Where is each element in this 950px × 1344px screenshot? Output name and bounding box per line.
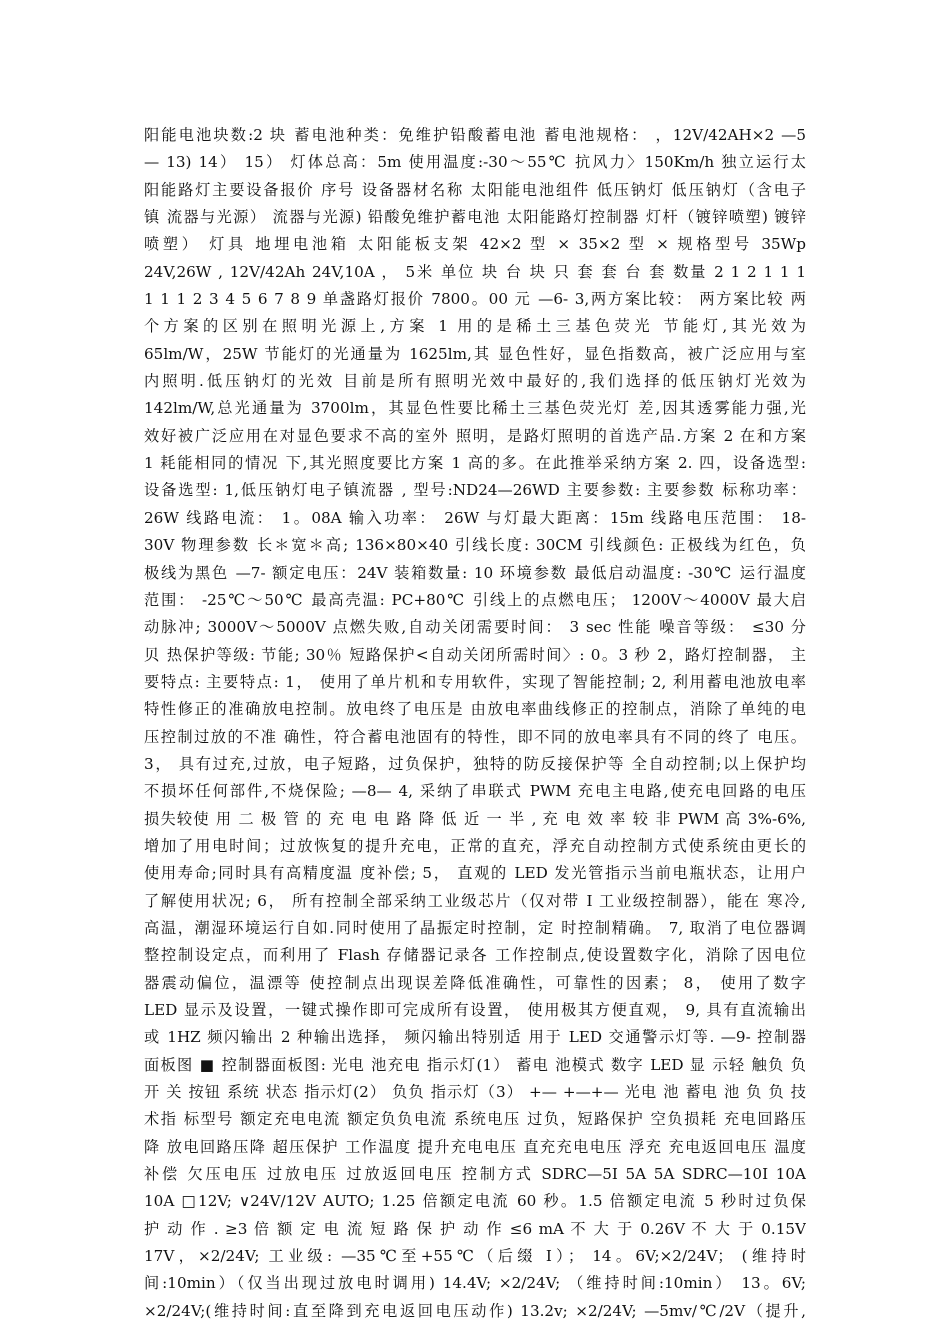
text-line: 降 放电回路压降 超压保护 工作温度 提升充电电压 直充充电电压 浮充 充电返回电压 温度: [144, 1137, 806, 1156]
text-line: 极线为黑色 —7- 额定电压：24V 装箱数量: 10 环境参数 最低启动温度: -30℃ 运行温度: [144, 563, 806, 582]
text-line: 142lm/W,总光通量为 3700lm，其显色性要比稀土三基色荧光灯 差,因其透雾能力强,光: [144, 399, 806, 418]
text-line: 器震动偏位，温漂等 使控制点出现误差降低准确性，可靠性的因素； 8， 使用了数字: [144, 973, 806, 992]
text-line: 要特点: 主要特点: 1， 使用了单片机和专用软件，实现了智能控制; 2, 利用蓄电池放电率: [144, 672, 806, 691]
text-line: 1 1 1 2 3 4 5 6 7 8 9 单盏路灯报价 7800。00 元 —6- 3,两方案比较： 两方案比较 两: [144, 290, 806, 309]
text-line: 使用寿命;同时具有高精度温 度补偿; 5， 直观的 LED 发光管指示当前电瓶状态，让用户: [144, 864, 806, 883]
text-line: 增加了用电时间；过放恢复的提升充电，正常的直充，浮充自动控制方式使系统由更长的: [144, 836, 806, 855]
text-line: 65lm/W，25W 节能灯的光通量为 1625lm,其 显色性好，显色指数高，被广泛应用与室: [144, 344, 806, 363]
text-line: 范围： -25℃～50℃ 最高壳温: PC+80℃ 引线上的点燃电压； 1200V～4000V 最大启: [144, 590, 806, 609]
text-line: 开 关 按钮 系统 状态 指示灯(2） 负负 指示灯（3） +— +—+— 光电 池 蓄电 池 负 负 技: [144, 1083, 806, 1102]
text-line: 17V，×2/24V; 工业级: —35℃至+55℃（后缀 I）； 14。6V;×2/24V； (维持时: [144, 1247, 806, 1266]
text-line: 术指 标型号 额定充电电流 额定负负电流 系统电压 过负，短路保护 空负损耗 充电回路压: [144, 1110, 806, 1129]
text-line: 动脉冲; 3000V～5000V 点燃失败,自动关闭需要时间： 3 sec 性能 噪音等级： ≤30 分: [144, 618, 806, 637]
text-line: 个方案的区别在照明光源上,方案 1 用的是稀土三基色荧光 节能灯,其光效为: [144, 317, 806, 336]
text-line: 整控制设定点，而利用了 Flash 存储器记录各 工作控制点,使设置数字化，消除了因电位: [144, 946, 806, 965]
text-line: 补偿 欠压电压 过放电压 过放返回电压 控制方式 SDRC—5I 5A 5A SDRC—10I 10A: [144, 1165, 806, 1184]
text-line: 阳能电池块数:2 块 蓄电池种类：免维护铅酸蓄电池 蓄电池规格： ，12V/42AH×2 —5: [144, 126, 806, 144]
text-line: 24V,26W , 12V/42Ah 24V,10A ， 5米 单位 块 台 块 只 套 套 台 套 数量 2 1 2 1 1 1: [144, 262, 806, 281]
body-text: [144, 122, 806, 1325]
text-line: 特性修正的准确放电控制。放电终了电压是 由放电率曲线修正的控制点，消除了单纯的电: [144, 700, 806, 719]
text-line: 损失较使 用 二 极 管 的 充 电 电 路 降 低 近 一 半 , 充 电 效 率 较 非 PWM 高 3%-6%,: [144, 809, 806, 828]
text-line: 面板图 ■ 控制器面板图: 光电 池充电 指示灯(1） 蓄电 池模式 数字 LED 显 示轻 触负 负: [144, 1055, 806, 1074]
text-line: 间:10min）（仅当出现过放电时调用) 14.4V; ×2/24V; （维持时间:10min） 13。6V;: [144, 1274, 806, 1293]
text-line: ×2/24V;(维持时间:直至降到充电返回电压动作) 13.2v; ×2/24V; —5mv/℃/2V（提升,: [144, 1301, 806, 1320]
text-line: 了解使用状况; 6， 所有控制全部采纳工业级芯片（仅对带 I 工业级控制器），能在 寒冷,: [144, 891, 806, 910]
text-line: 或 1HZ 频闪输出 2 种输出选择， 频闪输出特别适 用于 LED 交通警示灯等. —9- 控制器: [144, 1028, 806, 1047]
text-line: 不损坏任何部件,不烧保险; —8— 4, 采纳了串联式 PWM 充电主电路,使充电回路的电压: [144, 782, 806, 801]
text-line: LED 显示及设置，一键式操作即可完成所有设置， 使用极其方便直观， 9, 具有直流输出: [144, 1001, 806, 1019]
text-line: 30V 物理参数 长＊宽＊高; 136×80×40 引线长度: 30CM 引线颜色: 正极线为红色，负: [144, 536, 806, 555]
text-line: 镇 流器与光源） 流器与光源) 铅酸免维护蓄电池 太阳能路灯控制器 灯杆（镀锌喷塑) 镀锌: [144, 208, 806, 227]
text-line: 喷塑） 灯具 地埋电池箱 太阳能板支架 42×2 型 × 35×2 型 × 规格型号 35Wp: [144, 235, 806, 254]
text-line: — 13) 14） 15） 灯体总高：5m 使用温度:-30～55℃ 抗风力〉150Km/h 独立运行太: [144, 153, 806, 172]
text-line: 设备选型: 1,低压钠灯电子镇流器 , 型号:ND24—26WD 主要参数: 主要参数 标称功率：: [144, 481, 806, 500]
text-line: 压控制过放的不准 确性，符合蓄电池固有的特性，即不同的放电率具有不同的终了 电压。: [144, 727, 806, 746]
text-line: 1 耗能相同的情况 下,其光照度要比方案 1 高的多。在此推举采纳方案 2. 四，设备选型:: [144, 454, 806, 473]
text-line: 3， 具有过充,过放，电子短路，过负保护，独特的防反接保护等 全自动控制;以上保护均: [144, 754, 806, 773]
text-line: 高温，潮湿环境运行自如.同时使用了晶振定时控制，定 时控制精确。 7, 取消了电位器调: [144, 918, 806, 937]
text-line: 效好被广泛应用在对显色要求不高的室外 照明，是路灯照明的首选产品.方案 2 在和方案: [144, 426, 806, 445]
text-line: 26W 线路电流： 1。08A 输入功率： 26W 与灯最大距离：15m 线路电压范围： 18-: [144, 508, 806, 527]
text-line: 内照明.低压钠灯的光效 目前是所有照明光效中最好的,我们选择的低压钠灯光效为: [144, 372, 806, 391]
text-line: 护 动 作 . ≥3 倍 额 定 电 流 短 路 保 护 动 作 ≤6 mA 不 大 于 0.26V 不 大 于 0.15V: [144, 1219, 806, 1238]
text-line: 阳能路灯主要设备报价 序号 设备器材名称 太阳能电池组件 低压钠灯 低压钠灯（含电子: [144, 180, 806, 199]
text-line: 贝 热保护等级: 节能; 30％ 短路保护<自动关闭所需时间〉: 0。3 秒 2，路灯控制器， 主: [144, 645, 806, 664]
text-line: 10A □12V; ∨24V/12V AUTO; 1.25 倍额定电流 60 秒。1.5 倍额定电流 5 秒时过负保: [144, 1192, 806, 1211]
